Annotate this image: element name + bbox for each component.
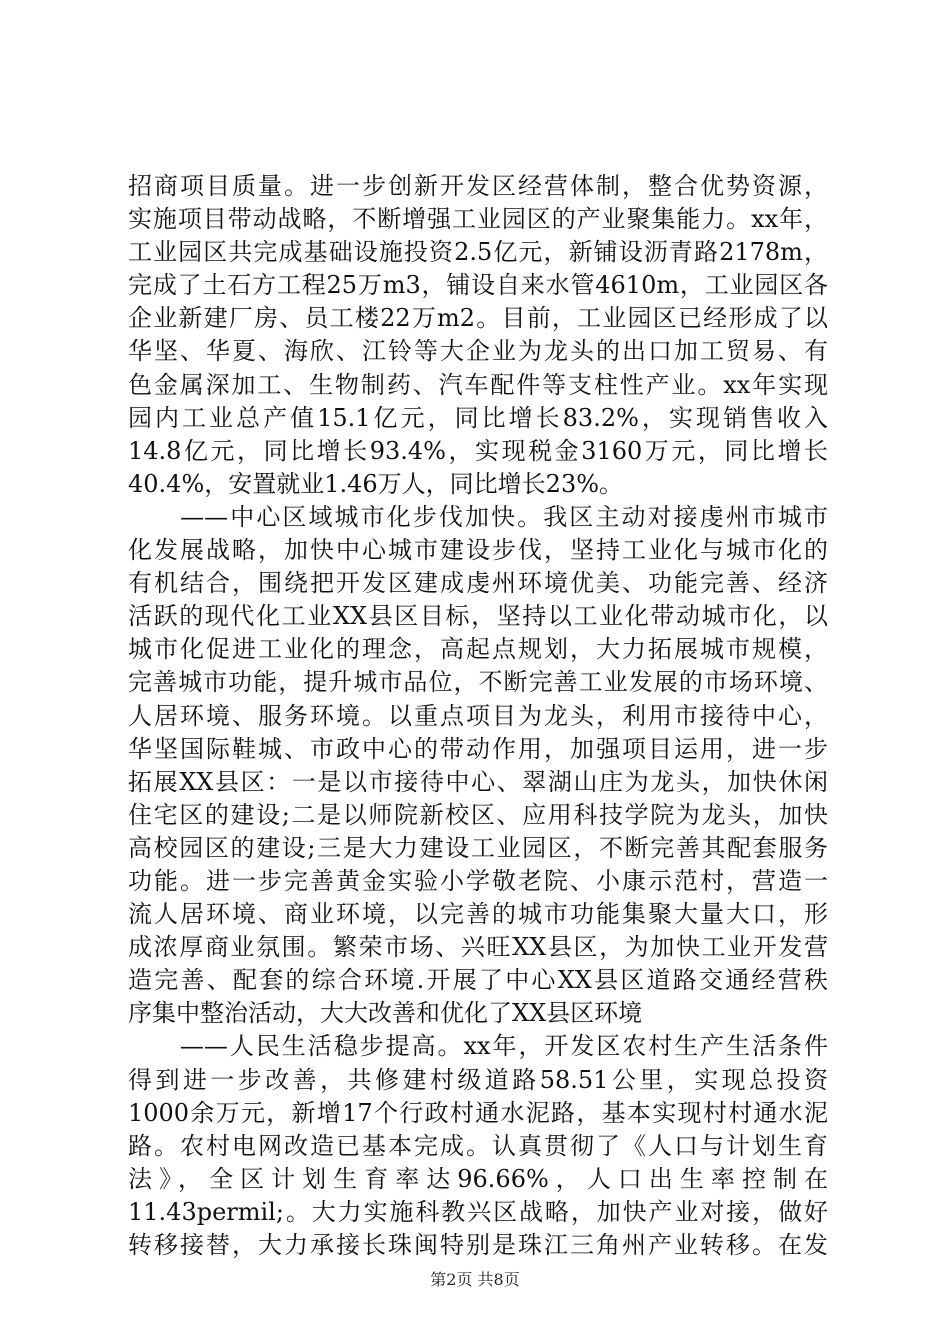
- text-line: 园内工业总产值15.1亿元，同比增长83.2%，实现销售收入: [128, 403, 828, 432]
- text-line: 色金属深加工、生物制药、汽车配件等支柱性产业。xx年实现: [128, 370, 828, 399]
- text-line: 人居环境、服务环境。以重点项目为龙头，利用市接待中心，: [128, 701, 828, 730]
- text-line: 招商项目质量。进一步创新开发区经营体制，整合优势资源，: [128, 172, 828, 200]
- text-line: 14.8亿元，同比增长93.4%，实现税金3160万元，同比增长: [128, 436, 828, 465]
- text-line: 得到进一步改善，共修建村级道路58.51公里，实现总投资: [128, 1065, 828, 1094]
- text-line: 高校园区的建设;三是大力建设工业园区，不断完善其配套服务: [128, 833, 828, 862]
- text-line: 法》，全区计划生育率达96.66%，人口出生率控制在: [128, 1164, 828, 1193]
- text-line: 11.43permil;。大力实施科教兴区战略，加快产业对接，做好: [128, 1197, 828, 1226]
- text-line: 成浓厚商业氛围。繁荣市场、兴旺XX县区，为加快工业开发营: [128, 933, 828, 962]
- text-line: 完善城市功能，提升城市品位，不断完善工业发展的市场环境、: [128, 668, 828, 697]
- paragraph-start-line: ——人民生活稳步提高。xx年，开发区农村生产生活条件: [128, 1032, 828, 1061]
- text-line: 完成了土石方工程25万m3，铺设自来水管4610m，工业园区各: [128, 271, 828, 300]
- text-line: 住宅区的建设;二是以师院新校区、应用科技学院为龙头，加快: [128, 800, 828, 829]
- text-line: 华坚、华夏、海欣、江铃等大企业为龙头的出口加工贸易、有: [128, 337, 828, 366]
- page-footer: [0, 1270, 950, 1290]
- text-line: 流人居环境、商业环境，以完善的城市功能集聚大量大口，形: [128, 900, 828, 929]
- text-line: 路。农村电网改造已基本完成。认真贯彻了《人口与计划生育: [128, 1131, 828, 1160]
- text-line: 华坚国际鞋城、市政中心的带动作用，加强项目运用，进一步: [128, 734, 828, 763]
- page-number-label: 第2页 共8页: [430, 1270, 520, 1289]
- text-line: 企业新建厂房、员工楼22万m2。目前，工业园区已经形成了以: [128, 304, 828, 333]
- text-line: 有机结合，围绕把开发区建成虔州环境优美、功能完善、经济: [128, 569, 828, 598]
- text-line: 实施项目带动战略，不断增强工业园区的产业聚集能力。xx年，: [128, 205, 828, 234]
- text-line: 活跃的现代化工业XX县区目标，坚持以工业化带动城市化，以: [128, 602, 828, 631]
- text-line: 城市化促进工业化的理念，高起点规划，大力拓展城市规模，: [128, 635, 828, 664]
- text-line: 工业园区共完成基础设施投资2.5亿元，新铺设沥青路2178m，: [128, 238, 828, 267]
- text-line: 1000余万元，新增17个行政村通水泥路，基本实现村村通水泥: [128, 1098, 828, 1127]
- paragraph-end-line: 序集中整治活动，大大改善和优化了XX县区环境: [128, 999, 643, 1028]
- text-line: 转移接替，大力承接长珠闽特别是珠江三角州产业转移。在发: [128, 1231, 828, 1259]
- body-text: [128, 170, 828, 1262]
- text-line: 造完善、配套的综合环境.开展了中心XX县区道路交通经营秩: [128, 966, 828, 995]
- text-line: 拓展XX县区：一是以市接待中心、翠湖山庄为龙头，加快休闲: [128, 767, 828, 796]
- text-line: 功能。进一步完善黄金实验小学敬老院、小康示范村，营造一: [128, 866, 828, 895]
- paragraph-end-line: 40.4%，安置就业1.46万人，同比增长23%。: [128, 469, 624, 498]
- paragraph-start-line: ——中心区域城市化步伐加快。我区主动对接虔州市城市: [128, 502, 828, 531]
- text-line: 化发展战略，加快中心城市建设步伐，坚持工业化与城市化的: [128, 536, 828, 565]
